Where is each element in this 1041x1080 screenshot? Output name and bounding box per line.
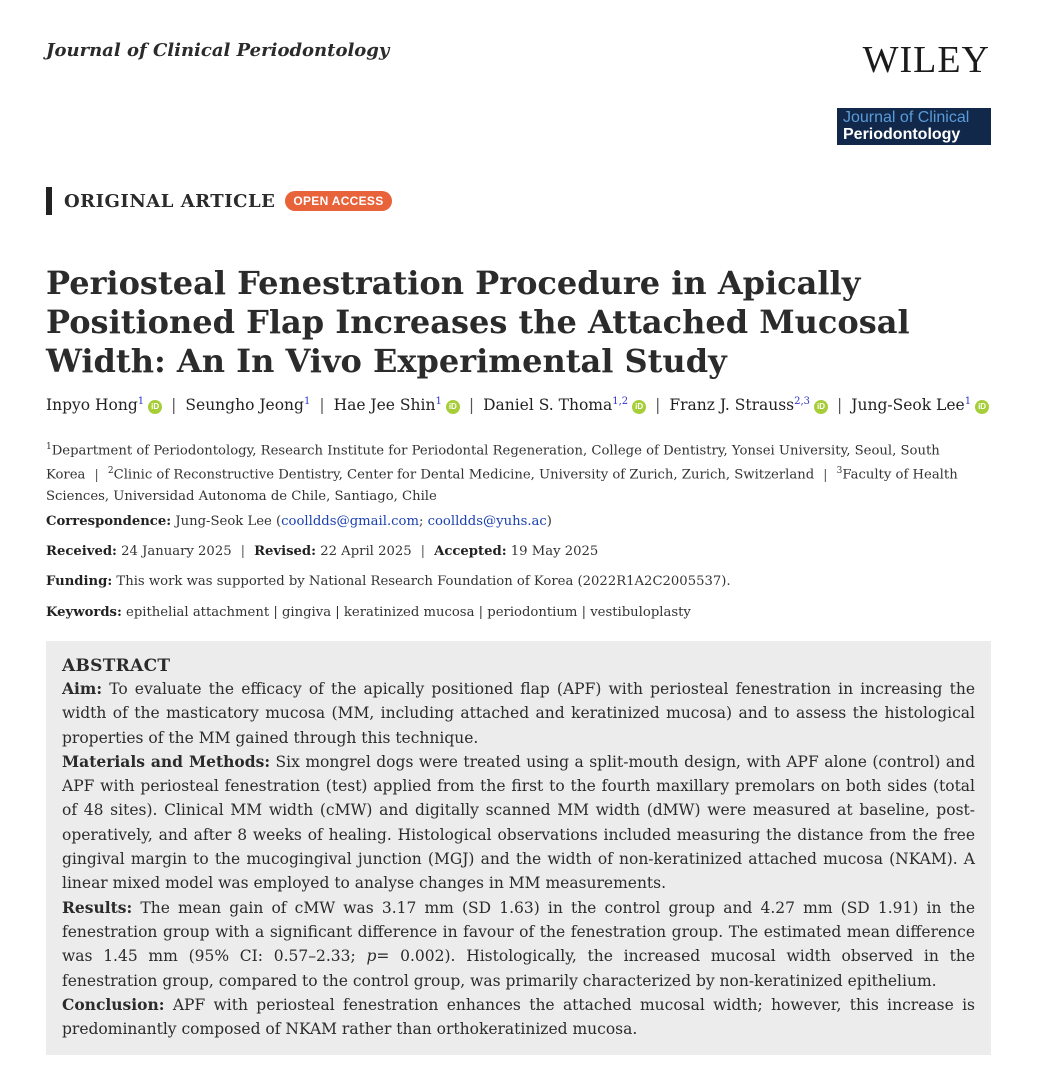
journal-name: Journal of Clinical Periodontology — [46, 40, 390, 61]
author-name[interactable]: Jung-Seok Lee — [851, 396, 965, 415]
journal-logo-line1: Journal of Clinical — [843, 109, 970, 126]
article-type — [46, 187, 392, 215]
received-label: Received: — [46, 544, 117, 559]
revised-label: Revised: — [254, 544, 316, 559]
author-affiliation-sup[interactable]: 1 — [435, 396, 442, 407]
orcid-icon[interactable]: iD — [814, 400, 828, 414]
keyword-link[interactable]: periodontium — [487, 605, 578, 620]
abstract-methods-text: Six mongrel dogs were treated using a split-mouth design, with APF alone (control) and APF with periosteal fenestration (test) applied from the first to the fourth maxillary premolars on both sides (total of 48 sites). Clinical MM width (cMW) and digitally scanned MM width (dMW) were measured at baseline, post-operatively, and after 8 weeks of healing. Histological observations included measuring the distance from the free gingival margin to the mucogingival junction (MGJ) and the width of non-keratinized attached mucosa (NKAM). A linear mixed model was employed to analyse changes in MM measurements. — [62, 752, 975, 893]
publisher-logo[interactable]: WILEY — [862, 39, 990, 81]
abstract-conclusion-label: Conclusion: — [62, 994, 165, 1014]
affiliation-text: Faculty of Health Sciences, Universidad Autonoma de Chile, Santiago, Chile — [46, 467, 958, 504]
affiliation-separator: | — [94, 467, 99, 483]
orcid-icon[interactable]: iD — [446, 400, 460, 414]
article-title: Periosteal Fenestration Procedure in Apically Positioned Flap Increases the Attached Mucosal Width: An In Vivo Experimental Study — [46, 264, 910, 380]
author-affiliation-sup[interactable]: 1 — [303, 396, 311, 407]
correspondence-name: Jung-Seok Lee — [175, 514, 272, 529]
keyword-link[interactable]: gingiva — [281, 605, 332, 620]
abstract-methods — [62, 750, 975, 896]
author-affiliation-sup[interactable]: 1 — [137, 396, 145, 407]
date-separator: | — [240, 544, 246, 559]
author-separator: | — [837, 396, 843, 415]
affiliation-sup: 1 — [46, 442, 52, 452]
author-name[interactable]: Seungho Jeong — [185, 396, 304, 415]
orcid-icon[interactable]: iD — [975, 400, 989, 414]
abstract-conclusion-text: APF with periosteal fenestration enhances the attached mucosal width; however, this increase is predominantly composed of NKAM rather than orthokeratinized mucosa. — [62, 995, 975, 1039]
accepted-date: 19 May 2025 — [510, 544, 599, 559]
author-separator: | — [655, 396, 661, 415]
open-access-badge: OPEN ACCESS — [285, 191, 391, 211]
abstract-box — [46, 641, 991, 1055]
author-separator: | — [319, 396, 325, 415]
date-separator: | — [420, 544, 426, 559]
correspondence: Correspondence: Jung-Seok Lee (coolldds@gmail.com; coolldds@yuhs.ac) — [46, 514, 552, 529]
accepted-label: Accepted: — [434, 544, 507, 559]
abstract-results — [62, 896, 975, 993]
correspondence-email-link[interactable]: coolldds@gmail.com — [281, 514, 419, 529]
journal-logo-line2: Periodontology — [843, 126, 961, 143]
author-separator: | — [468, 396, 475, 415]
keyword-link[interactable]: vestibuloplasty — [590, 605, 691, 620]
author-name[interactable]: Inpyo Hong — [46, 396, 138, 415]
orcid-icon[interactable]: iD — [148, 400, 162, 414]
affiliation-text: Department of Periodontology, Research Institute for Periodontal Regeneration, College of Dentistry, Yonsei University, Seoul, South Korea — [46, 443, 940, 483]
author[interactable] — [851, 396, 989, 414]
p-value-symbol: p — [366, 947, 377, 966]
author[interactable] — [669, 396, 828, 414]
abstract-conclusion — [62, 993, 975, 1042]
article-type-label: ORIGINAL ARTICLE — [64, 190, 276, 212]
author-name[interactable]: Hae Jee Shin — [333, 396, 436, 415]
keywords: Keywords: epithelial attachment | gingiva | keratinized mucosa | periodontium | vestibuloplasty — [46, 605, 691, 620]
article-dates — [46, 544, 598, 559]
author-affiliation-sup[interactable]: 2,3 — [794, 396, 811, 407]
affiliation-text: Clinic of Reconstructive Dentistry, Center for Dental Medicine, University of Zurich, Zurich, Switzerland — [113, 467, 815, 483]
author-affiliation-sup[interactable]: 1,2 — [612, 396, 629, 407]
abstract-methods-label: Materials and Methods: — [62, 751, 271, 771]
author[interactable] — [46, 396, 162, 414]
orcid-icon[interactable]: iD — [632, 400, 646, 414]
author[interactable] — [483, 396, 646, 414]
correspondence-label: Correspondence: — [46, 514, 172, 529]
article-type-bar — [46, 187, 52, 215]
funding — [46, 574, 731, 589]
journal-logo[interactable] — [837, 108, 991, 145]
revised-date: 22 April 2025 — [320, 544, 412, 559]
keywords-label: Keywords: — [46, 605, 122, 620]
affiliation-sup: 2 — [107, 466, 114, 477]
keyword-link[interactable]: epithelial attachment — [126, 605, 270, 620]
author-list — [46, 396, 1006, 414]
author-name[interactable]: Franz J. Strauss — [669, 396, 795, 415]
author[interactable] — [185, 396, 310, 414]
correspondence-email-link[interactable]: coolldds@yuhs.ac — [427, 514, 547, 529]
abstract-results-text-continued: = 0.002). Histologically, the increased mucosal width observed in the fenestration group, compared to the control group, was primarily characterized by non-keratinized epithelium. — [62, 947, 975, 990]
affiliation-sup: 3 — [836, 466, 843, 477]
abstract-results-text: The mean gain of cMW was 3.17 mm (SD 1.63) in the control group and 4.27 mm (SD 1.91) in the fenestration group with a significant difference in favour of the fenestration group. The estimated mean difference was 1.45 mm (95% CI: 0.57–2.33; — [62, 898, 975, 966]
abstract-results-label: Results: — [62, 897, 133, 917]
affiliations — [46, 437, 981, 507]
abstract-aim — [62, 677, 975, 750]
affiliation-separator: | — [823, 467, 828, 483]
abstract-heading: ABSTRACT — [62, 656, 171, 676]
author-affiliation-sup[interactable]: 1 — [964, 396, 972, 407]
funding-label: Funding: — [46, 574, 113, 589]
author[interactable] — [334, 396, 460, 414]
author-name[interactable]: Daniel S. Thoma — [483, 396, 613, 415]
abstract-aim-label: Aim: — [62, 679, 103, 698]
author-separator: | — [171, 396, 177, 415]
abstract-aim-text: To evaluate the efficacy of the apically positioned flap (APF) with periosteal fenestration in increasing the width of the masticatory mucosa (MM, including attached and keratinized mucosa) and to assess the histological properties of the MM gained through this technique. — [62, 680, 975, 747]
funding-text: This work was supported by National Research Foundation of Korea (2022R1A2C2005537). — [116, 574, 731, 589]
received-date: 24 January 2025 — [121, 544, 232, 559]
keyword-link[interactable]: keratinized mucosa — [343, 605, 475, 620]
